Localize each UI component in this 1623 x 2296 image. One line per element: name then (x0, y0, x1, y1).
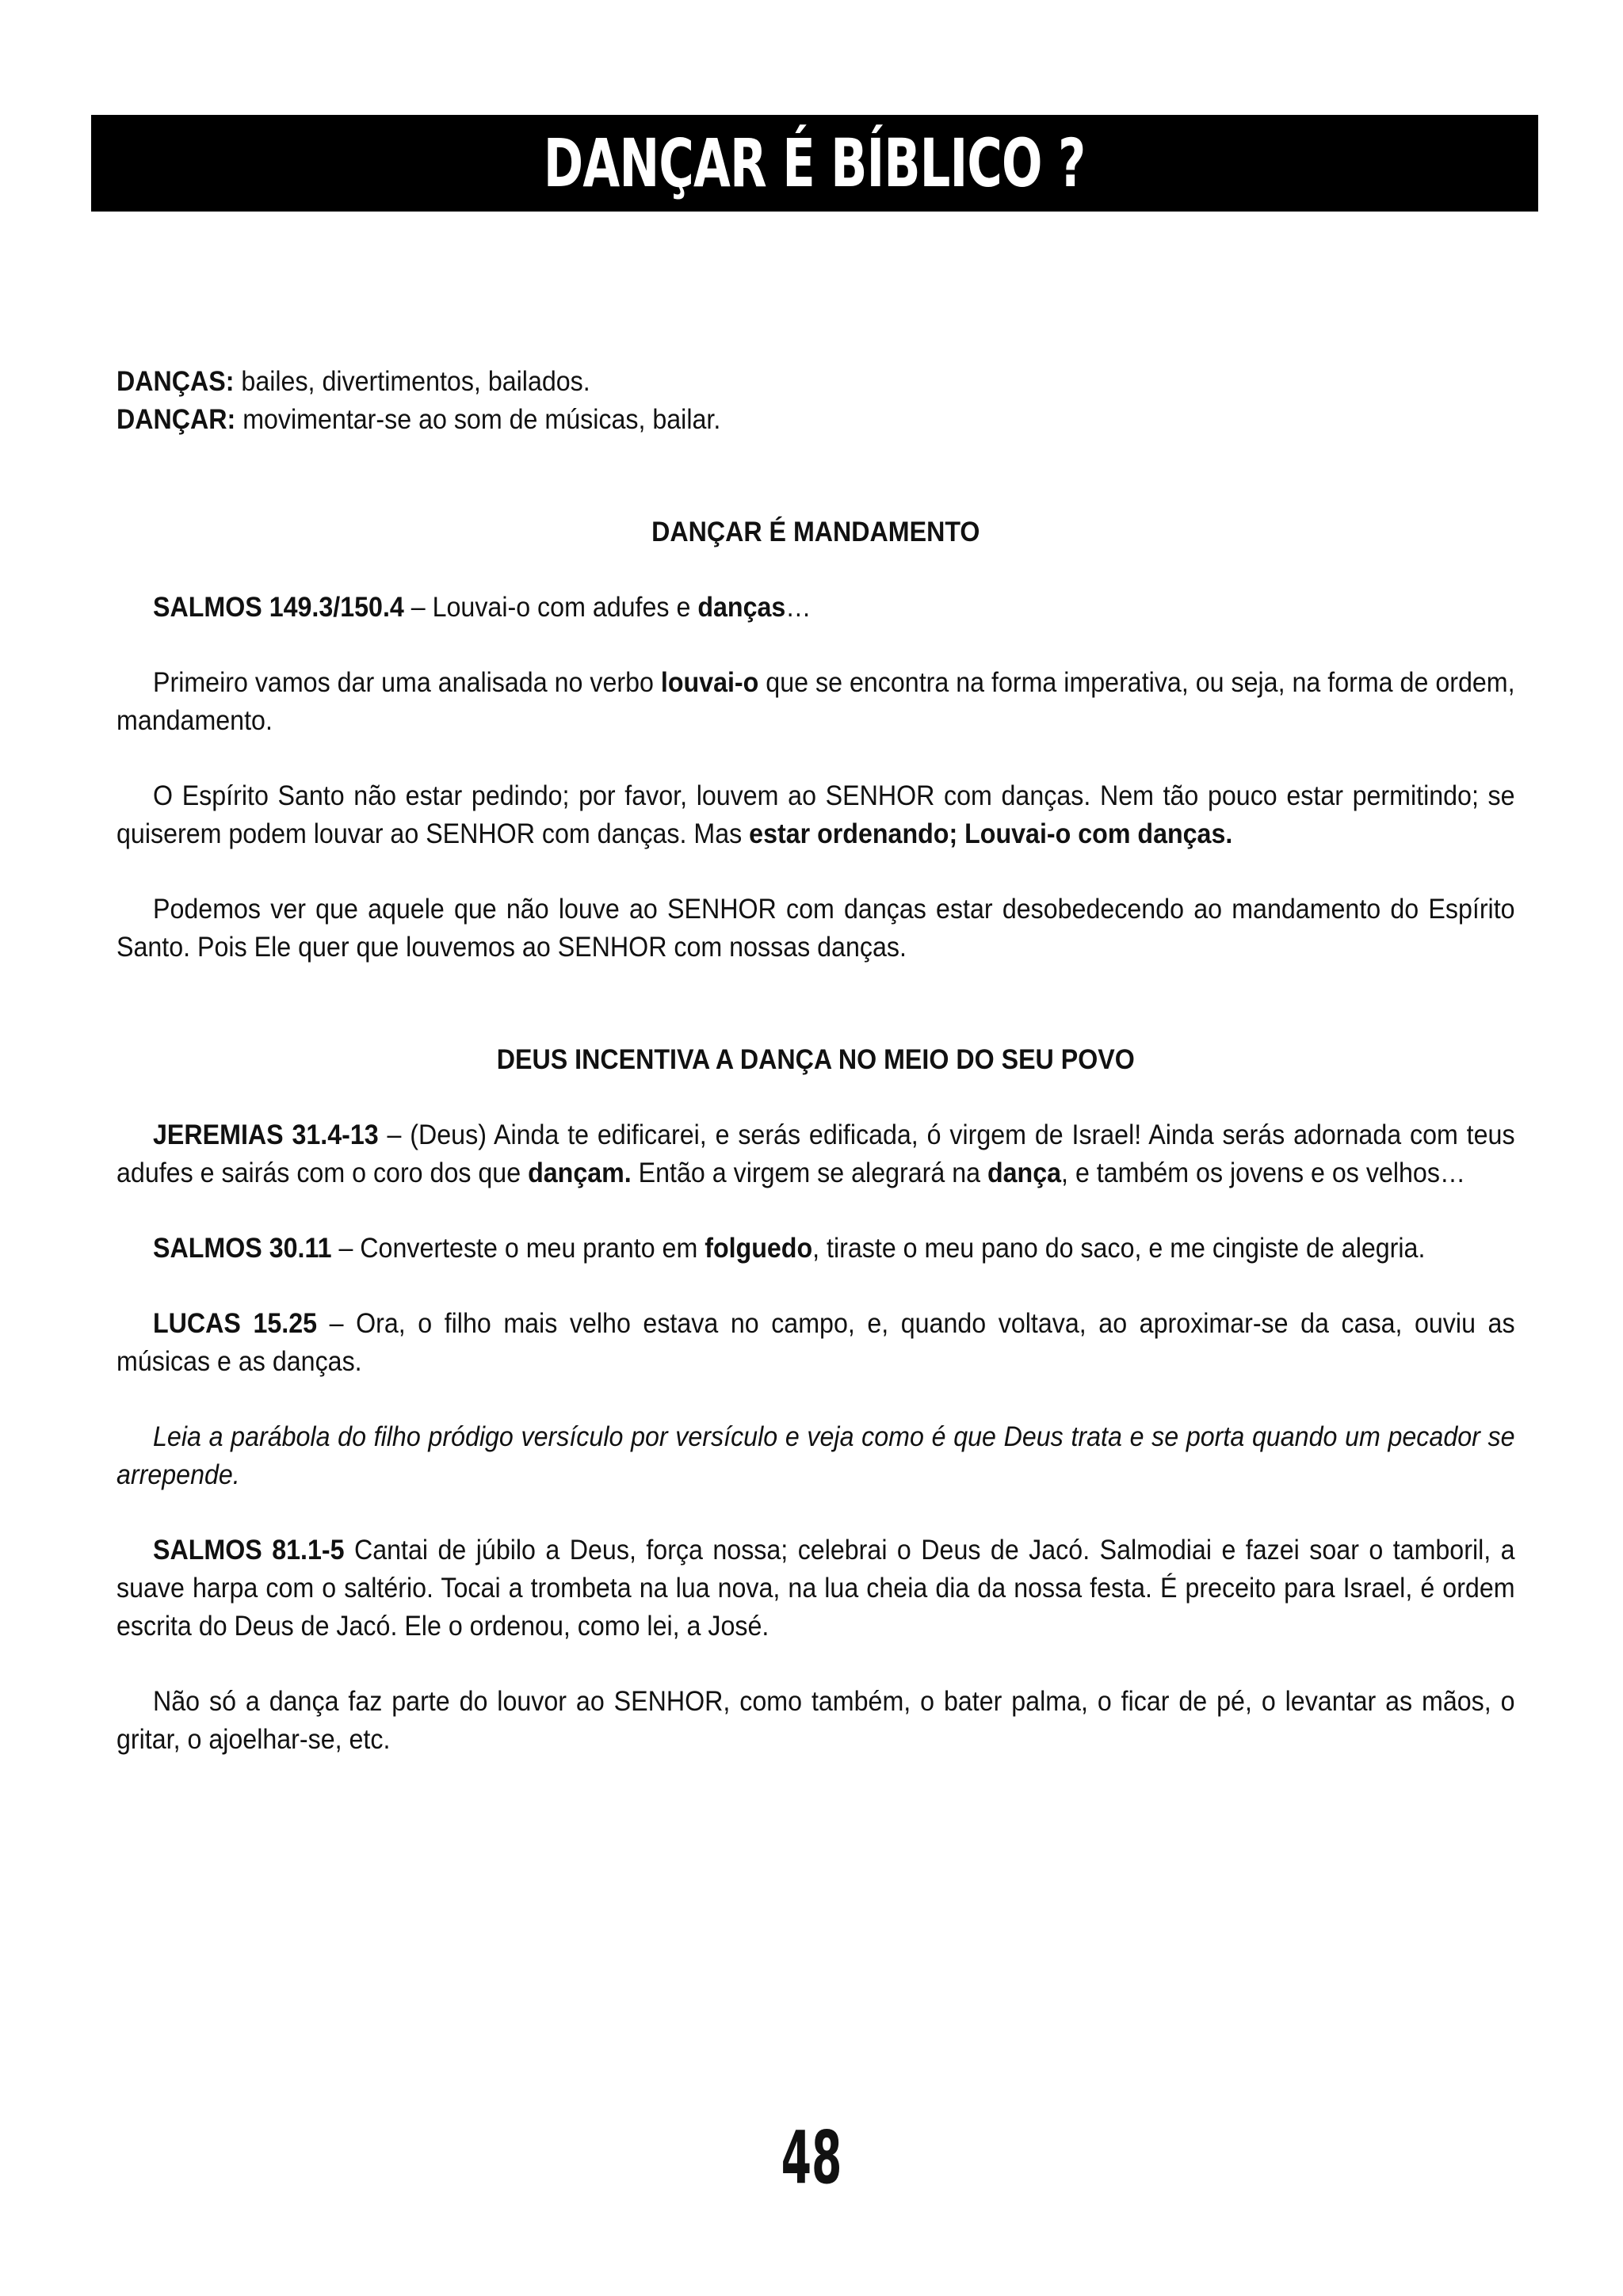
verse-reference: LUCAS 15.25 (153, 1308, 318, 1339)
definition-dancas (116, 363, 1515, 401)
section-heading-mandamento: DANÇAR É MANDAMENTO (651, 517, 980, 547)
document-body (116, 363, 1515, 1759)
title-bar (91, 115, 1538, 212)
paragraph-desobedecendo: Podemos ver que aquele que não louve ao SENHOR com danças estar desobedecendo ao mandamento do Espírito Santo. Pois Ele quer que louvemos ao SENHOR com nossas danças. (116, 894, 1515, 963)
definition-text: movimentar-se ao som de músicas, bailar. (235, 404, 721, 435)
paragraph-louvai: Primeiro vamos dar uma analisada no verbo louvai-o que se encontra na forma imperativa, ou seja, na forma de ordem, mandamento. (116, 667, 1515, 736)
paragraph-espirito-santo: O Espírito Santo não estar pedindo; por favor, louvem ao SENHOR com danças. Nem tão pouco estar permitindo; se quiserem podem louvar ao SENHOR com danças. Mas estar ordenando; Louvai-o com danças. (116, 780, 1515, 849)
definition-dancar (116, 401, 1515, 439)
definition-term: DANÇAS: (116, 366, 235, 397)
page-number: 48 (781, 2115, 842, 2200)
closing-paragraph: Não só a dança faz parte do louvor ao SENHOR, como também, o bater palma, o ficar de pé, o levantar as mãos, o gritar, o ajoelhar-se, etc. (116, 1686, 1515, 1755)
section-heading-incentiva: DEUS INCENTIVA A DANÇA NO MEIO DO SEU POVO (496, 1044, 1135, 1075)
verse-reference: JEREMIAS 31.4-13 (153, 1119, 379, 1150)
verse-salmos-81: SALMOS 81.1-5 Cantai de júbilo a Deus, força nossa; celebrai o Deus de Jacó. Salmodiai e fazei soar o tamboril, a suave harpa com o saltério. Tocai a trombeta na lua nova, na lua cheia dia da nossa festa. É preceito para Israel, é ordem escrita do Deus de Jacó. Ele o ordenou, como lei, a José. (116, 1535, 1515, 1642)
verse-reference: SALMOS 81.1-5 (153, 1535, 345, 1566)
verse-reference: SALMOS 30.11 (153, 1233, 332, 1264)
verse-lucas: LUCAS 15.25 – Ora, o filho mais velho estava no campo, e, quando voltava, ao aproximar-se da casa, ouviu as músicas e as danças. (116, 1308, 1515, 1377)
verse-jeremias: JEREMIAS 31.4-13 – (Deus) Ainda te edificarei, e serás edificada, ó virgem de Israel! Ainda serás adornada com teus adufes e sairás com o coro dos que dançam. Então a virgem se alegrará na dança, e também os jovens e os velhos… (116, 1119, 1515, 1188)
italic-note: Leia a parábola do filho pródigo versículo por versículo e veja como é que Deus trata e se porta quando um pecador se arrepende. (116, 1421, 1515, 1490)
definition-term: DANÇAR: (116, 404, 236, 435)
page-title: DANÇAR É BÍBLICO ? (544, 124, 1086, 202)
verse-salmos-30: SALMOS 30.11 – Converteste o meu pranto em folguedo, tiraste o meu pano do saco, e me cingiste de alegria. (153, 1233, 1426, 1264)
verse-reference: SALMOS 149.3/150.4 (153, 592, 404, 623)
verse-salmos-149: SALMOS 149.3/150.4 – Louvai-o com adufes e danças… (153, 592, 812, 623)
definition-text: bailes, divertimentos, bailados. (234, 366, 590, 397)
